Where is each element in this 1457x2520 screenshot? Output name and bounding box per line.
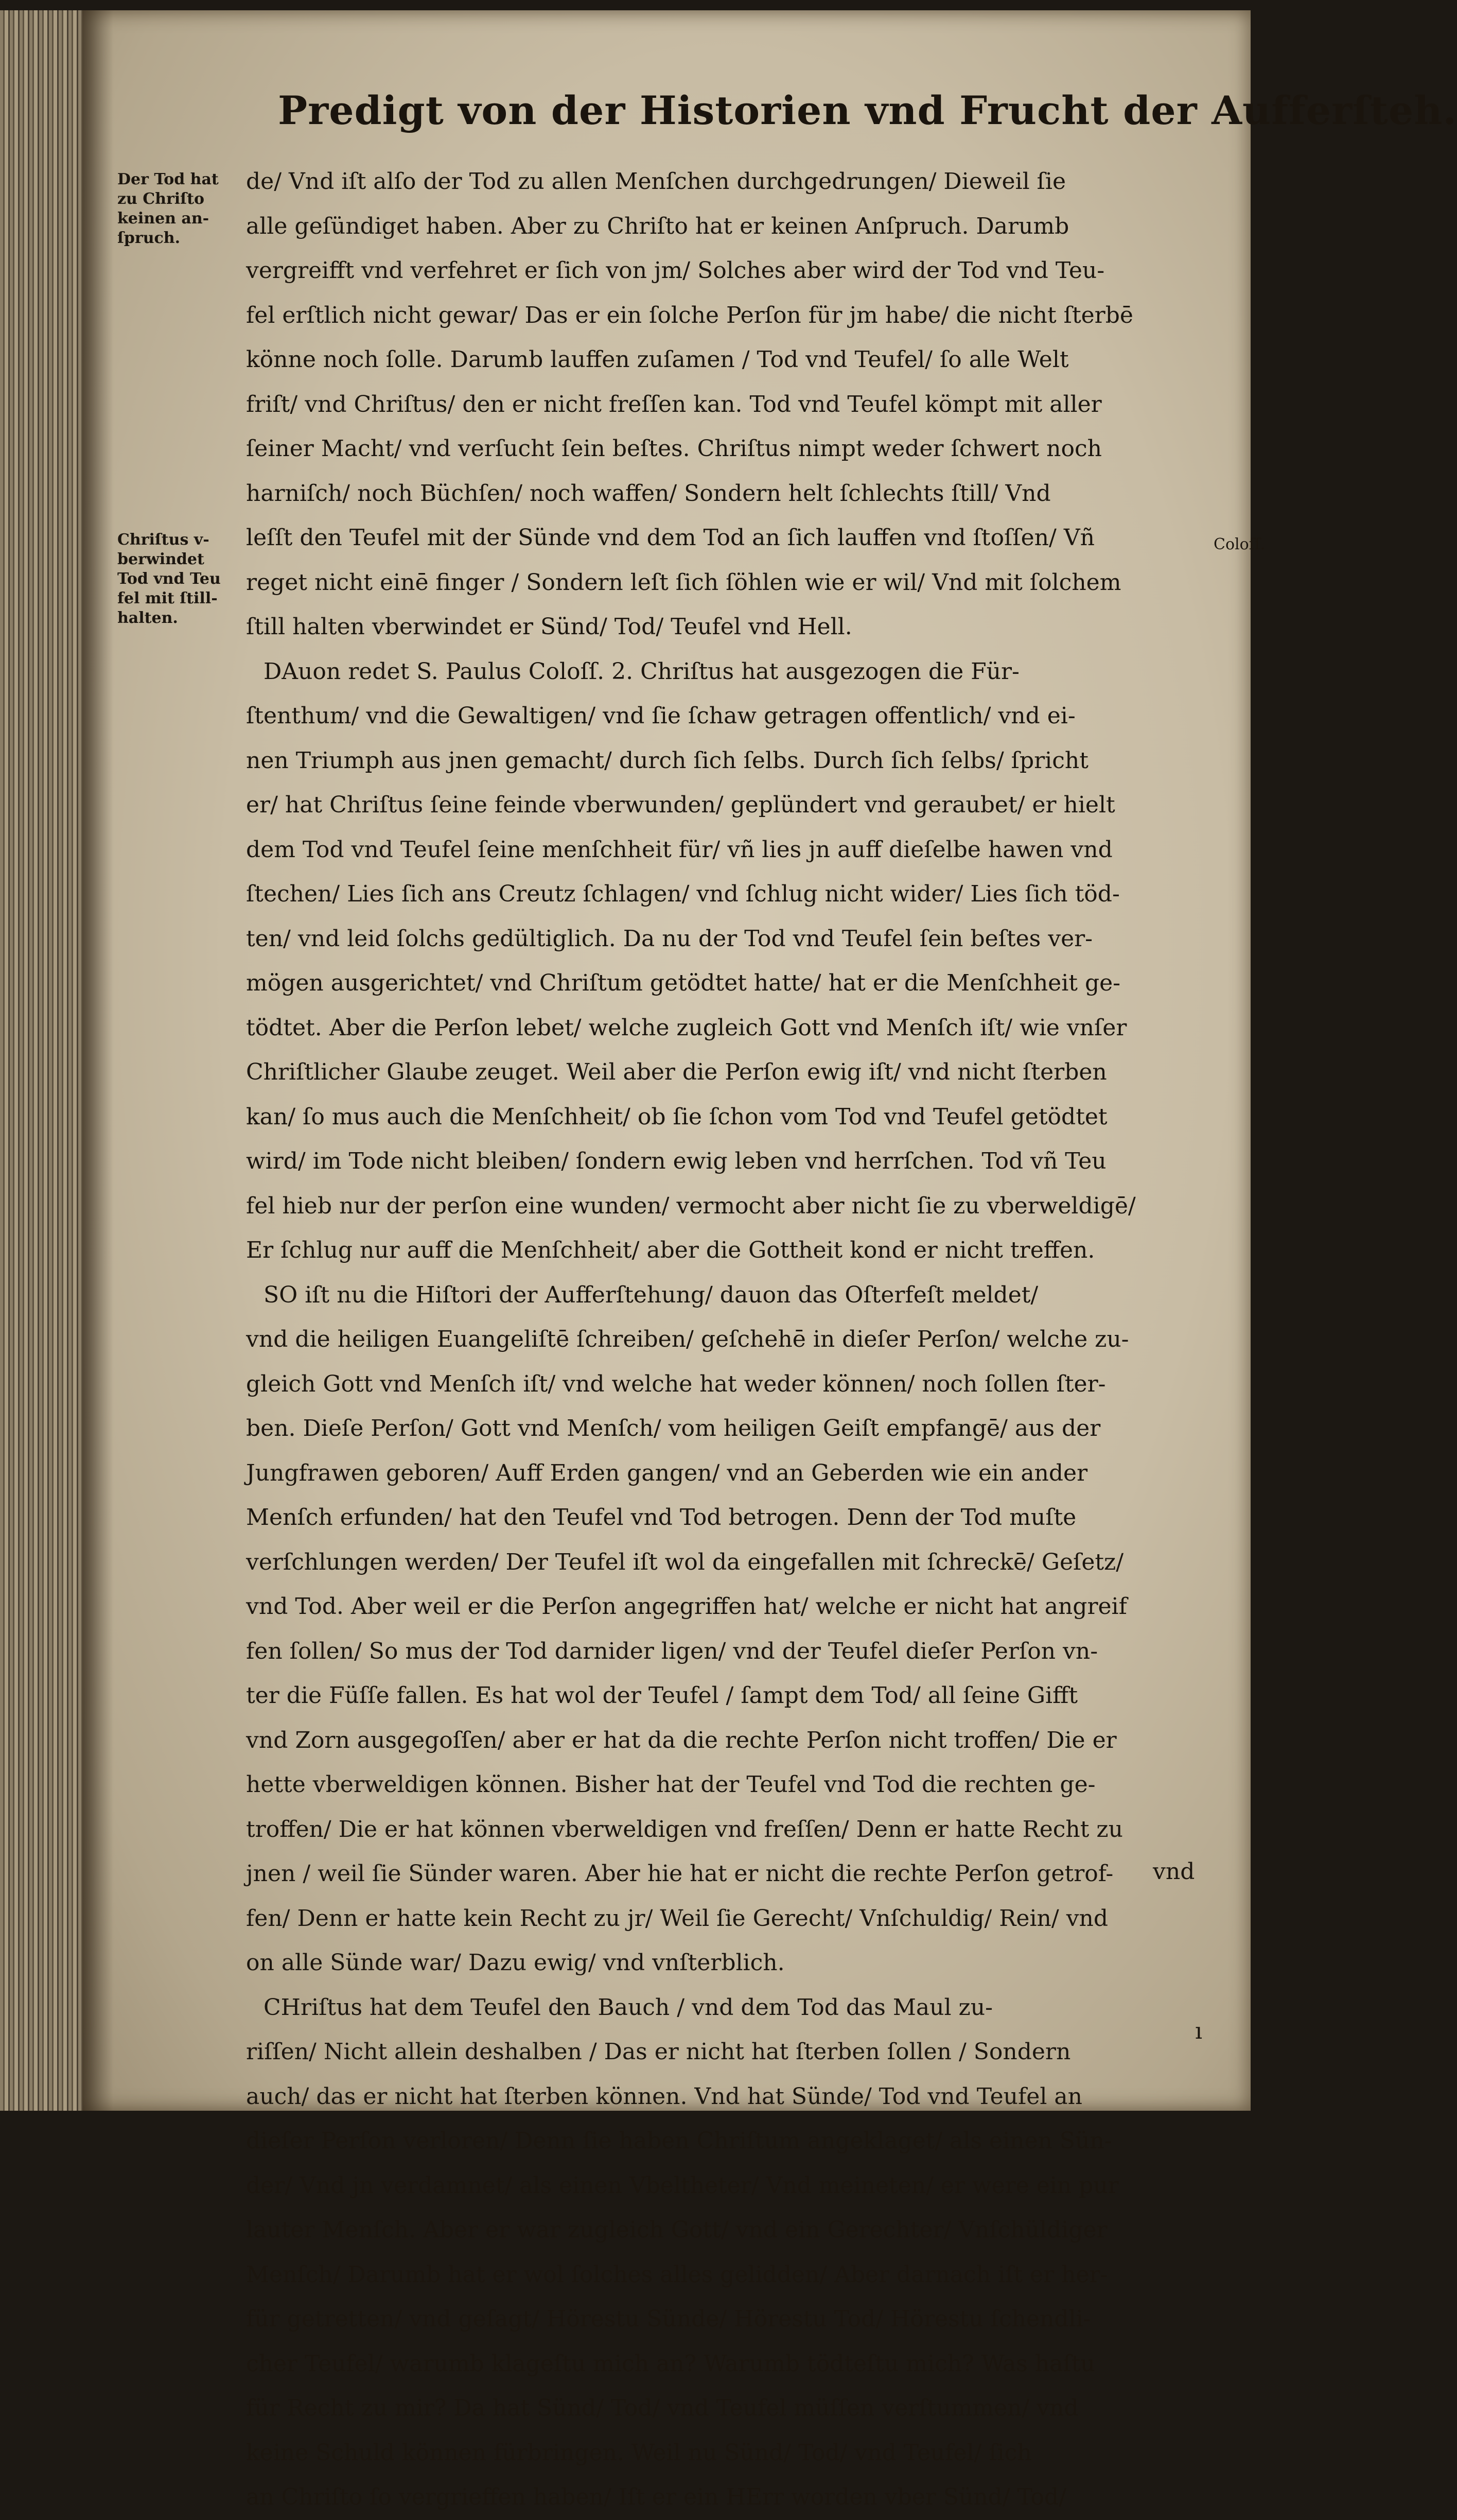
text-line: fel erſtlich nicht gewar/ Das er ein ſolche Perſon für jm habe/ die nicht ſterbē bbox=[246, 302, 1133, 328]
text-line: keine Schuld können fürbringen. Weil nu Sünd/ Tod/ vnd Teufel/ ſich bbox=[246, 2439, 1032, 2466]
text-line: hette vberweldigen können. Bisher hat der Teufel vnd Tod die rechten ge- bbox=[246, 1771, 1096, 1798]
text-line: ſtechen/ Lies ſich ans Creutz ſchlagen/ vnd ſchlug nicht wider/ Lies ſich töd- bbox=[246, 881, 1120, 907]
text-line: Menſch erfunden/ hat den Teufel vnd Tod betrogen. Denn der Tod muſte bbox=[246, 1504, 1077, 1531]
text-line: für Recht zu mir? Da hat Sünd/ Tod/ vnd Teufel müſſen verſtummen/ vnd bbox=[246, 2395, 1079, 2421]
text-line: friſt/ vnd Chriſtus/ den er nicht freſſen kan. Tod vnd Teufel kömpt mit aller bbox=[246, 391, 1102, 418]
running-header: Predigt von der Historien vnd Frucht der Aufferſteh. bbox=[278, 88, 1457, 133]
text-line: leſſt den Teufel mit der Sünde vnd dem Tod an ſich lauffen vnd ſtoſſen/ Vñ bbox=[246, 525, 1095, 551]
text-line: nen Triumph aus jnen gemacht/ durch ſich ſelbs. Durch ſich ſelbs/ ſpricht bbox=[246, 747, 1089, 774]
text-line: cher Teufel/ warumb klageſtu mich an? Warumb tödteſtu mich? Was haſtu bbox=[246, 2350, 1095, 2377]
text-line: vnd die heiligen Euangeliſtē ſchreiben/ geſchehē in dieſer Perſon/ welche zu- bbox=[246, 1326, 1129, 1352]
text-line: der/ Vnd jn verdamnet/ als einen Vbeltheter/ Vnd meineten/ er were ein pur bbox=[246, 2172, 1119, 2199]
text-line: Menſch/ Darumb hat er wol ſolches alles gelidden/ Aber darnach iſt er her- bbox=[246, 2261, 1108, 2288]
text-line: dem Tod vnd Teufel ſeine menſchheit für/ vñ lies jn auff dieſelbe hawen vnd bbox=[246, 836, 1113, 863]
text-line: er/ hat Chriſtus ſeine feinde vberwunden/ geplündert vnd geraubet/ er hielt bbox=[246, 792, 1115, 818]
text-line: ſeiner Macht/ vnd verſucht ſein beſtes. Chriſtus nimpt weder ſchwert noch bbox=[246, 436, 1102, 462]
paragraph-start-line: SO iſt nu die Hiſtori der Aufferſtehung/ dauon das Oſterfeſt meldet/ bbox=[264, 1281, 1039, 1308]
text-line: dieſer Perſon verloren/ Denn ſie haben Chriſtum angeklaget/ als einen Sün- bbox=[246, 2128, 1112, 2154]
marginal-note-2 bbox=[117, 530, 252, 628]
marginal-note-line: Tod vnd Teu bbox=[117, 570, 221, 588]
text-line: harniſch/ noch Büchſen/ noch waffen/ Sondern helt ſchlechts ſtill/ Vnd bbox=[246, 480, 1051, 507]
text-line: lauter Menſch. Aber er war zugleich Gott/ vnd ein Gerechter/ Vnſchüldiger bbox=[246, 2217, 1108, 2243]
marginal-note-line: fel mit ſtill- bbox=[117, 589, 218, 607]
catchword: vnd bbox=[1153, 1858, 1195, 1885]
paragraph-start-line: DAuon redet S. Paulus Coloſſ. 2. Chriſtus hat ausgezogen die Für- bbox=[264, 658, 1020, 685]
text-line: ter die Füſſe fallen. Es hat wol der Teufel / ſampt dem Tod/ all ſeine Gifft bbox=[246, 1682, 1078, 1709]
text-line: auch/ das er nicht hat ſterben können. Vnd hat Sünde/ Tod vnd Teufel an bbox=[246, 2083, 1082, 2110]
text-line: fen ſollen/ So mus der Tod darnider ligen/ vnd der Teufel dieſer Perſon vn- bbox=[246, 1638, 1098, 1664]
marginal-note-line: Der Tod hat bbox=[117, 170, 219, 188]
marginal-note-line: Chriſtus v- bbox=[117, 531, 209, 549]
text-line: mögen ausgerichtet/ vnd Chriſtum getödtet hatte/ hat er die Menſchheit ge- bbox=[246, 970, 1121, 996]
marginal-reference: Coloſſ. bbox=[1214, 535, 1266, 553]
text-line: on alle Sünde war/ Dazu ewig/ vnd vnſterblich. bbox=[246, 1950, 785, 1976]
text-line: Er ſchlug nur auff die Menſchheit/ aber die Gottheit kond er nicht treffen. bbox=[246, 1237, 1095, 1263]
text-line: de/ Vnd iſt alſo der Tod zu allen Menſchen durchgedrungen/ Dieweil ſie bbox=[246, 168, 1066, 195]
text-line: vnd Tod. Aber weil er die Perſon angegriffen hat/ welche er nicht hat angreif bbox=[246, 1593, 1127, 1620]
bottom-mark: ı bbox=[1195, 2018, 1203, 2044]
text-line: könne noch ſolle. Darumb lauffen zuſamen / Tod vnd Teufel/ ſo alle Welt bbox=[246, 346, 1069, 373]
text-line: ſtill halten vberwindet er Sünd/ Tod/ Teufel vnd Hell. bbox=[246, 614, 852, 640]
text-line: Chriſtlicher Glaube zeuget. Weil aber die Perſon ewig iſt/ vnd nicht ſterben bbox=[246, 1059, 1107, 1085]
text-line: vnd Zorn ausgegoſſen/ aber er hat da die rechte Perſon nicht troffen/ Die er bbox=[246, 1727, 1117, 1753]
gutter-shadow bbox=[82, 10, 113, 2111]
text-line: reget nicht einē finger / Sondern leſt ſich ſöhlen wie er wil/ Vnd mit ſolchem bbox=[246, 569, 1121, 596]
text-line: fen/ Denn er hatte kein Recht zu jr/ Weil ſie Gerecht/ Vnſchuldig/ Rein/ vnd bbox=[246, 1905, 1109, 1932]
text-line: gleich Gott vnd Menſch iſt/ vnd welche hat weder können/ noch ſollen ſter- bbox=[246, 1370, 1106, 1397]
text-line: für getretten/ vnd geſagt/ Hörestu Sünde/ Hörestu Tod/ Hörestu ſchendli- bbox=[246, 2306, 1091, 2332]
marginal-note-line: ſpruch. bbox=[117, 229, 181, 247]
text-line: troffen/ Die er hat können vberweldigen vnd freſſen/ Denn er hatte Recht zu bbox=[246, 1816, 1123, 1843]
text-line: ſtenthum/ vnd die Gewaltigen/ vnd ſie ſchaw getragen offentlich/ vnd ei- bbox=[246, 703, 1076, 729]
marginal-note-1 bbox=[117, 170, 252, 248]
text-line: ben. Dieſe Perſon/ Gott vnd Menſch/ vom heiligen Geiſt empfangē/ aus der bbox=[246, 1415, 1101, 1441]
marginal-note-line: halten. bbox=[117, 609, 178, 627]
text-line: alle geſündiget haben. Aber zu Chriſto hat er keinen Anſpruch. Darumb bbox=[246, 213, 1069, 239]
text-line: jnen / weil ſie Sünder waren. Aber hie hat er nicht die rechte Perſon getrof- bbox=[246, 1861, 1114, 1887]
text-line: riſſen/ Nicht allein deshalben / Das er nicht hat ſterben ſollen / Sondern bbox=[246, 2039, 1071, 2065]
text-line: vergreifft vnd verfehret er ſich von jm/ Solches aber wird der Tod vnd Teu- bbox=[246, 257, 1105, 284]
text-line: tödtet. Aber die Perſon lebet/ welche zugleich Gott vnd Menſch iſt/ wie vnſer bbox=[246, 1014, 1127, 1041]
text-line: wird/ im Tode nicht bleiben/ ſondern ewig leben vnd herrſchen. Tod vñ Teu bbox=[246, 1148, 1107, 1174]
text-line: an Chriſto ſo vergrieffen haben/ Iſt er ein HErr worden vber Sünd/ Tod/ bbox=[246, 2484, 1067, 2510]
text-line: verſchlungen werden/ Der Teufel iſt wol da eingefallen mit ſchreckē/ Geſetz/ bbox=[246, 1549, 1124, 1575]
text-line: kan/ ſo mus auch die Menſchheit/ ob ſie ſchon vom Tod vnd Teufel getödtet bbox=[246, 1103, 1108, 1130]
paragraph-start-line: CHriſtus hat dem Teufel den Bauch / vnd dem Tod das Maul zu- bbox=[264, 1994, 993, 2021]
body-text bbox=[246, 160, 1214, 2520]
marginal-note-line: zu Chriſto bbox=[117, 190, 204, 208]
text-line: ten/ vnd leid ſolchs gedültiglich. Da nu der Tod vnd Teufel ſein beſtes ver- bbox=[246, 925, 1093, 952]
marginal-note-line: keinen an- bbox=[117, 210, 209, 228]
marginal-note-line: berwindet bbox=[117, 550, 204, 568]
page-edges bbox=[0, 10, 90, 2111]
text-line: Jungfrawen geboren/ Auff Erden gangen/ vnd an Geberden wie ein ander bbox=[246, 1459, 1088, 1486]
text-line: fel hieb nur der perſon eine wunden/ vermocht aber nicht ſie zu vberweldigē/ bbox=[246, 1192, 1136, 1219]
